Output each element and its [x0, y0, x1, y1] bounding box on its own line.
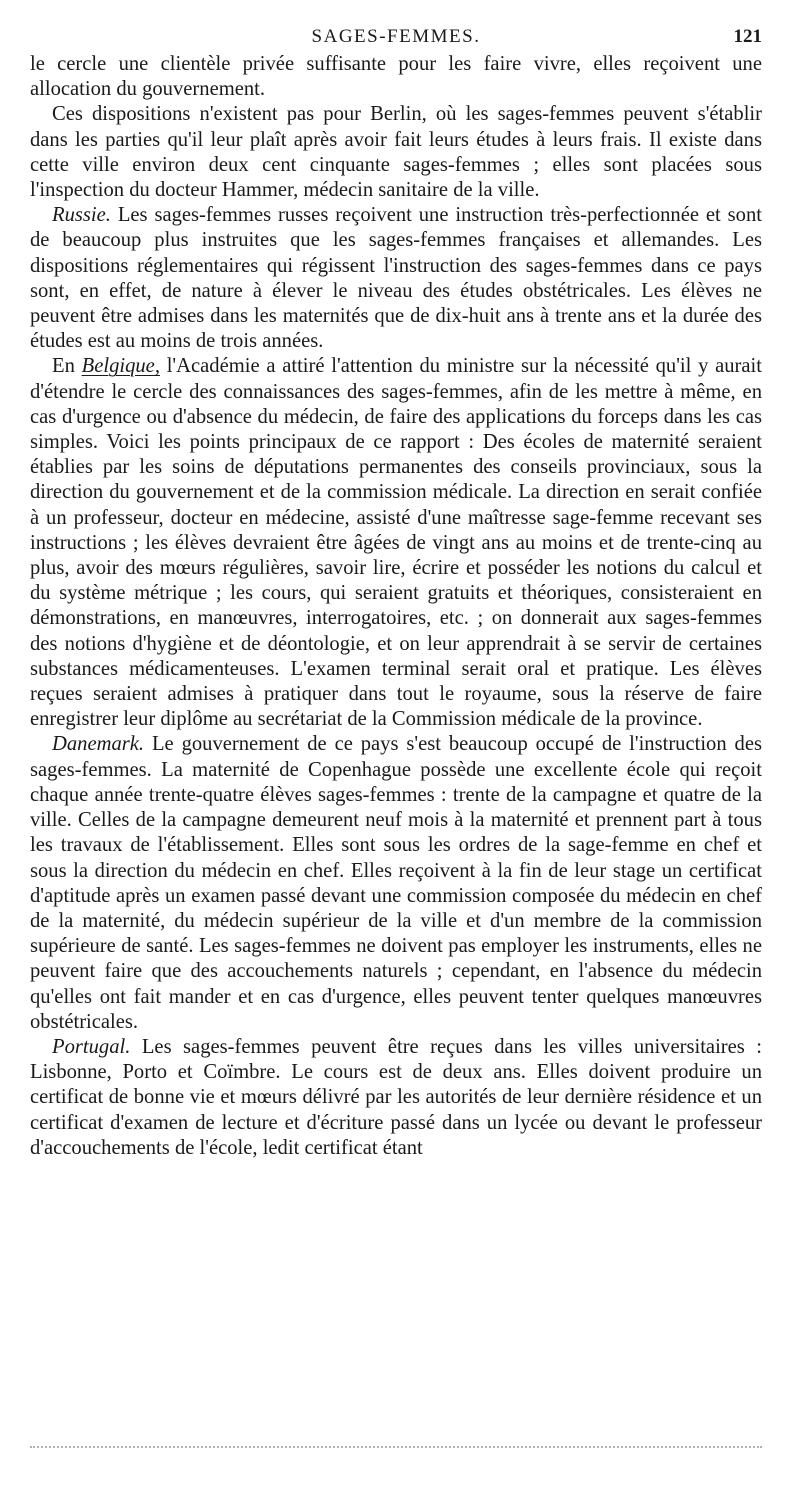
paragraph-danemark [30, 732, 762, 1034]
body-text [30, 52, 762, 1161]
running-title: SAGES-FEMMES. [311, 26, 481, 47]
paragraph-lead-belgique: Belgique, [81, 355, 160, 378]
paragraph-prefix: En [52, 355, 82, 378]
paragraph-text: Les sages-femmes peuvent être reçues dans les villes universitaires : Lisbonne, Porto et Coïmbre. Le cours est de deux ans. Elles doivent produire un certificat de bonne vie et mœurs délivré par les autorités de leur dernière résidence et un certificat d'examen de lecture et d'écriture passé dans un lycée ou devant le professeur d'accouchements de l'école, ledit certificat étant [30, 1035, 762, 1159]
footer-divider [30, 1446, 762, 1448]
paragraph-lead-russie: Russie. [52, 204, 111, 227]
paragraph-text: l'Académie a attiré l'attention du ministre sur la nécessité qu'il y aurait d'étendre le cercle des connaissances des sages-femmes, afin de les mettre à même, en cas d'urgence ou d'absence du médecin, de faire des applications du forceps dans les cas simples. Voici les points principaux de ce rapport : Des écoles de maternité seraient établies par les soins de députations permanentes des conseils provinciaux, sous la direction du gouvernement et de la commission médicale. La direction en serait confiée à un professeur, docteur en médecine, assisté d'une maîtresse sage-femme recevant ses instructions ; les élèves devraient être âgées de vingt ans au moins et de trente-cinq au plus, avoir des mœurs régulières, savoir lire, écrire et posséder les notions du calcul et du système métrique ; les cours, qui seraient gratuits et théoriques, consisteraient en démonstrations, en manœuvres, interrogatoires, etc. ; on donnerait aux sages-femmes des notions d'hygiène et de déontologie, et on leur apprendrait à se servir de certaines substances médicamenteuses. L'examen terminal serait oral et pratique. Les élèves reçues seraient admises à pratiquer dans tout le royaume, sous la réserve de faire enregistrer leur diplôme au secrétariat de la Commission médicale de la province. [30, 355, 762, 731]
page-number: 121 [733, 26, 762, 47]
running-header [30, 26, 762, 52]
book-page [30, 26, 762, 1161]
paragraph-russie [30, 203, 762, 354]
paragraph-lead-portugal: Portugal. [52, 1035, 131, 1058]
paragraph-text: Les sages-femmes russes reçoivent une instruction très-perfectionnée et sont de beaucoup plus instruites que les sages-femmes françaises et allemandes. Les dispositions réglementaires qui régissent l'instruction des sages-femmes dans ce pays sont, en effet, de nature à élever le niveau des études obstétricales. Les élèves ne peuvent être admises dans les maternités que de dix-huit ans à trente ans et la durée des études est au moins de trois années. [30, 204, 762, 353]
paragraph-text: Ces dispositions n'existent pas pour Berlin, où les sages-femmes peuvent s'établir dans les parties qu'il leur plaît après avoir fait leurs études à leurs frais. Il existe dans cette ville environ deux cent cinquante sages-femmes ; elles sont placées sous l'inspection du docteur Hammer, médecin sanitaire de la ville. [30, 103, 762, 202]
paragraph-portugal [30, 1035, 762, 1161]
paragraph-berlin [30, 102, 762, 203]
paragraph-text: Le gouvernement de ce pays s'est beaucoup occupé de l'instruction des sages-femmes. La maternité de Copenhague possède une excellente école qui reçoit chaque année trente-quatre élèves sages-femmes : trente de la campagne et quatre de la ville. Celles de la campagne demeurent neuf mois à la maternité et prennent part à tous les travaux de l'établissement. Elles sont sous les ordres de la sage-femme en chef et sous la direction du médecin en chef. Elles reçoivent à la fin de leur stage un certificat d'aptitude après un examen passé devant une commission composée du médecin en chef de la maternité, du médecin supérieur de la ville et d'un membre de la commission supérieure de santé. Les sages-femmes ne doivent pas employer les instruments, elles ne peuvent faire que des accouchements naturels ; cependant, en l'absence du médecin qu'elles ont fait mander et en cas d'urgence, elles peuvent tenter quelques manœuvres obstétricales. [30, 733, 762, 1033]
paragraph-text: le cercle une clientèle privée suffisante pour les faire vivre, elles reçoivent une allocation du gouvernement. [30, 53, 762, 101]
paragraph-continuation [30, 52, 762, 102]
paragraph-belgique [30, 354, 762, 732]
paragraph-lead-danemark: Danemark. [52, 733, 145, 756]
